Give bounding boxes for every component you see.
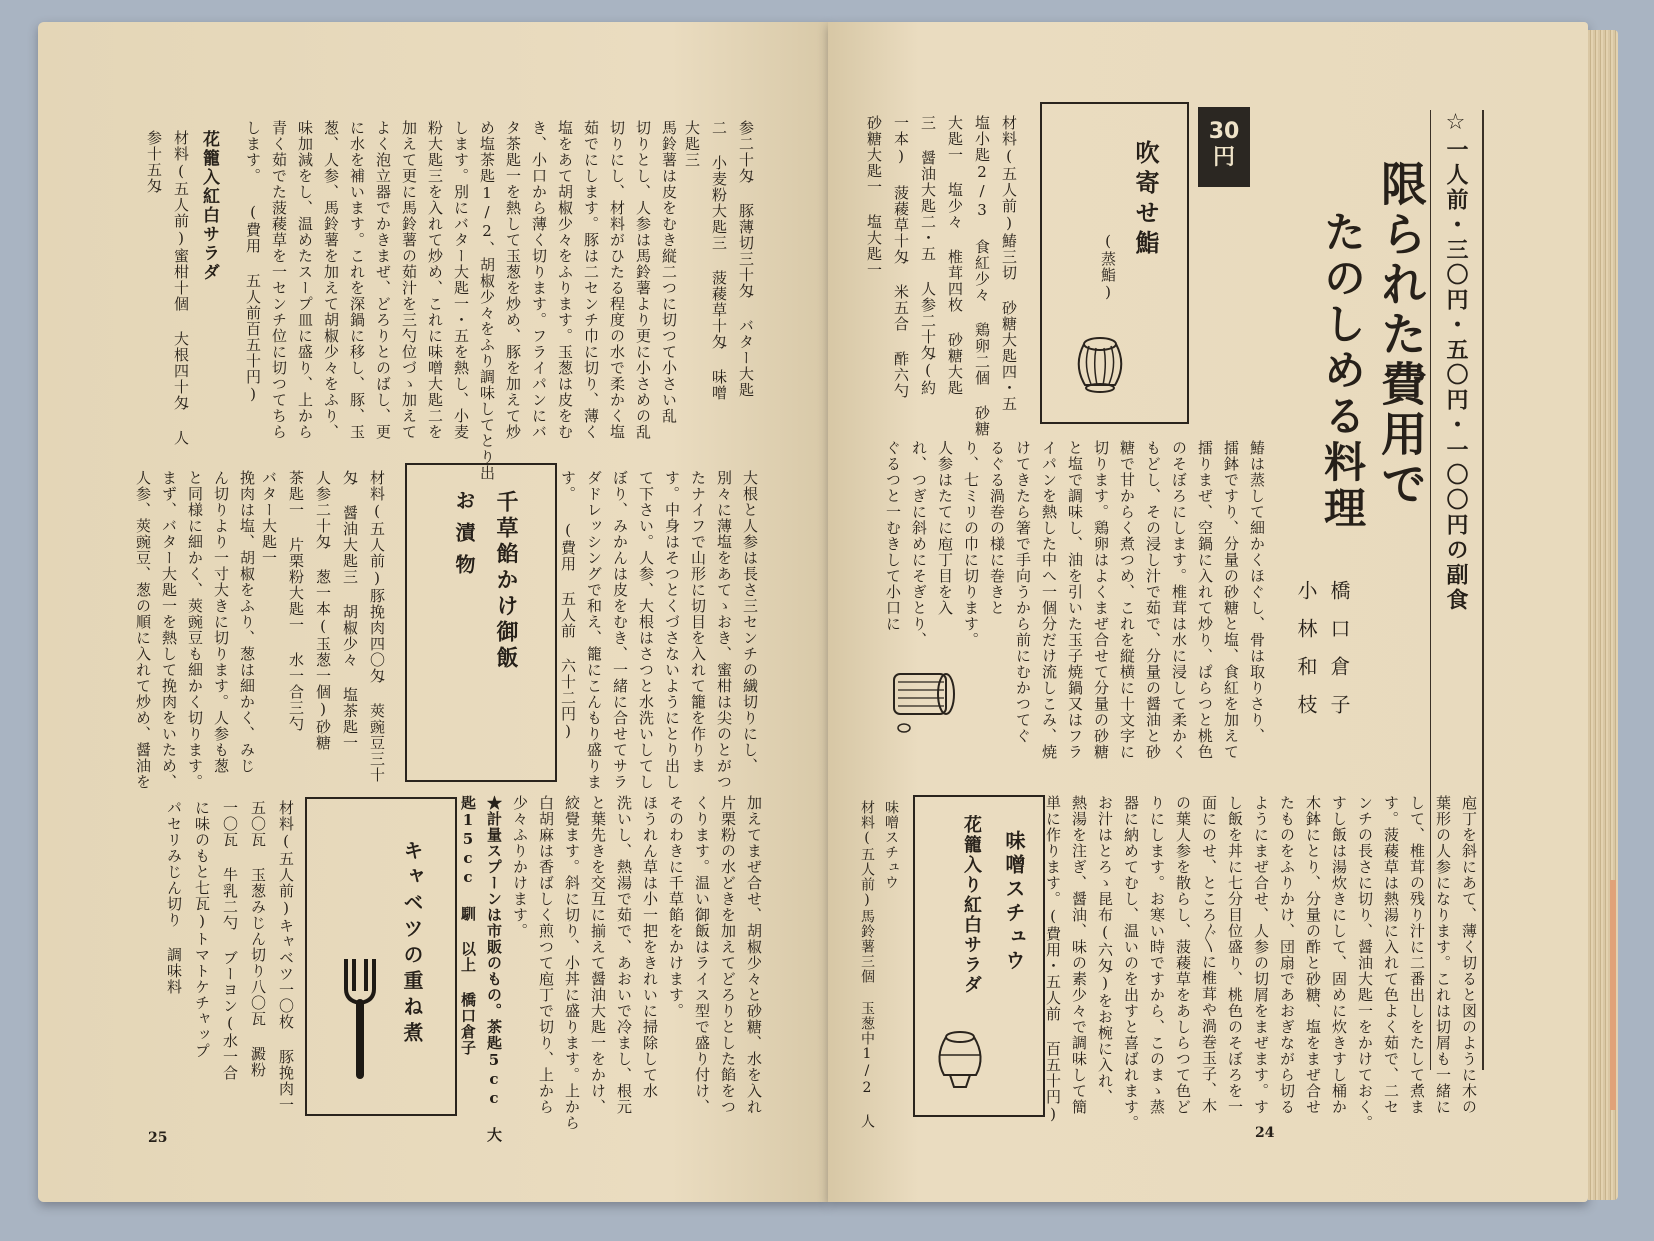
ingredient-line: パセリみじん切り 調味料 (165, 800, 183, 995)
text-line: して、椎茸の残り汁に二番出しをたして煮ま (1408, 795, 1426, 1115)
ingredient-line: 二 小麦粉大匙三 菠薐草十匁 味噌 (710, 120, 728, 401)
text-line: 面にのせ、ところ〴〵に椎茸や渦巻玉子、木 (1200, 795, 1218, 1114)
text-line: 粉大匙三を入れて炒め、これに味噌大匙二を (426, 120, 444, 440)
text-line: 切りにし、材料がひたる程度の水で柔かく塩 (608, 120, 626, 440)
text-line: 加えてまぜ合せ、胡椒少々と砂糖、水を入れ (745, 795, 763, 1115)
text-line: 片栗粉の水どきを加えてどろりとした餡をつ (719, 795, 737, 1115)
text-line: て下さい。人参、大根はさつと水洗いしてし (637, 470, 655, 790)
salad-method (555, 470, 763, 790)
text-line: タ茶匙一を熱して玉葱を炒め、豚を加えて炒 (504, 120, 522, 440)
ingredient-line: 人参二十匁 葱一本(玉葱一個)砂糖 (314, 470, 332, 751)
ingredient-line: 三 醤油大匙二・五 人参二十匁(約 (919, 115, 937, 396)
dish1-ingredients (860, 115, 1022, 437)
text-line: 器に納めてむし、温いのを出すと喜ばれます。 (1122, 795, 1140, 1131)
text-line: 庖丁を斜にあて、薄く切ると図のように木の (1460, 795, 1478, 1115)
dish4-ingredients (160, 800, 300, 1113)
dish3-ingredients (255, 470, 390, 783)
egg-roll-icon (888, 660, 968, 740)
text-line: ぐるつと一むきして小口に (884, 440, 902, 632)
text-line: たものをふりかけ、団扇であおぎながら切る (1278, 795, 1296, 1115)
ingredient-line: 塩小匙2/3 食紅少々 鶏卵二個 砂糖 (973, 115, 991, 437)
text-line: 糖で甘からく煮つめ、これを縦横に十文字に (1118, 440, 1136, 760)
ingredient-line: 材料(五人前)鰆三切 砂糖大匙四・五 (1000, 115, 1018, 412)
dish1-method-2 (1040, 795, 1482, 1131)
stew-method (240, 120, 682, 481)
fork-icon (340, 955, 380, 1085)
text-line: ダドレッシングで和え、籠にこんもり盛りま (585, 470, 603, 790)
text-line: ようにまぜ合せ、人参の切屑をまぜます。す (1252, 795, 1270, 1115)
text-line: 茹でにします。豚は二センチ巾に切り、薄く (582, 120, 600, 440)
dish2-title-1: 味噌スチュウ (1002, 830, 1026, 974)
dish4-title: キャベツの重ね煮 (400, 840, 424, 1048)
text-line: す。 (費用 五人前 六十二円) (559, 470, 577, 741)
dish3-title-1: 千草餡かけ御飯 (493, 490, 518, 672)
ingredient-line: 五〇瓦 玉葱みじん切り八〇瓦 澱粉 (249, 800, 267, 1078)
text-line: す。菠薐草は熱湯に入れて色よく茹で、二セ (1382, 795, 1400, 1115)
text-line: 大根と人参は長さ三センチの繊切りにし、 (741, 470, 759, 774)
text-line: 青く茹でた菠薐草を一センチ位に切つてちら (270, 120, 288, 440)
text-line: るぐる渦巻の様に巻きと (988, 440, 1006, 616)
salad-ingredients (140, 130, 194, 446)
text-line: 切ります。鶏卵はよくまぜ合せて分量の砂糖 (1092, 440, 1110, 760)
text-line: 擂鉢ですり、分量の砂糖と塩、食紅を加えて (1222, 440, 1240, 760)
series-title: ☆一人前・三〇円・五〇円・一〇〇円の副食 (1443, 110, 1468, 613)
text-line: そのわきに千草餡をかけます。 (667, 795, 685, 1019)
dish3-title-box (405, 463, 557, 782)
dish3-method (130, 470, 260, 790)
page-number-right: 24 (1255, 1125, 1275, 1141)
text-line: 絞覺ます。斜に切り、小丼に盛ります。上から (563, 795, 581, 1131)
text-line: 馬鈴薯は皮をむき縦二つに切つて小さい乱 (660, 120, 678, 424)
main-title-2: たのしめる料理 (1318, 210, 1367, 532)
ingredient-line: 一〇瓦 牛乳二勺 ブーヨン(水一合 (221, 800, 239, 1081)
ingredient-line: 一本) 菠薐草十匁 米五合 酢六勺 (892, 115, 910, 399)
text-line: 塩をあて胡椒少々をふります。玉葱は皮をむ (556, 120, 574, 440)
text-line: ほうれん草は小一把をきれいに掃除して水 (641, 795, 659, 1099)
text-line: 葉形の人参になります。これは切屑も一緒に (1434, 795, 1452, 1115)
text-line: くります。温い御飯はライス型で盛り付け、 (693, 795, 711, 1115)
text-line: 葱、人参、馬鈴薯を加えて胡椒少々をふり、 (322, 120, 340, 440)
price-badge: 30円 (1198, 107, 1250, 187)
text-line bold: 匙15cc 馴 以上 橋口倉子 (459, 795, 477, 1056)
text-line: と塩で調味し、油を引いた玉子焼鍋又はフラ (1066, 440, 1084, 760)
page-edges (1588, 30, 1618, 1200)
text-line: します。別にバター大匙一・五を熱し、小麦 (452, 120, 470, 440)
author-1: 橋口倉子 (1327, 580, 1351, 732)
dish2-ingredients (855, 800, 903, 1129)
ingredient-line: 大匙一 塩少々 椎茸四枚 砂糖大匙 (946, 115, 964, 396)
text-line: し飯を丼に七分目位盛り、桃色のそぼろを一 (1226, 795, 1244, 1115)
text-line: まず、バター大匙一を熱して挽肉をいため、 (160, 470, 178, 790)
dish3-method-2 (455, 795, 767, 1143)
ingredient-line: 材料(五人前)キャベツ一〇枚 豚挽肉一 (277, 800, 295, 1113)
ingredient-line: 材料(五人前)蜜柑十個 大根四十匁 人 (172, 130, 190, 446)
page-number-left: 25 (148, 1130, 168, 1146)
text-line: します。 (費用 五人前百五十円) (244, 120, 262, 404)
flower-basket-icon (930, 1025, 990, 1095)
text-line: 挽肉は塩、胡椒をふり、葱は細かく、みじ (238, 470, 256, 774)
text-line: お汁はとろゝ昆布(六匁)をお椀に入れ、 (1096, 795, 1114, 1105)
text-line: たナイフで山形に切目を入れて籠を作りま (689, 470, 707, 774)
text-line: す。中身はそつとくづさないようにとり出し (663, 470, 681, 790)
text-line: に水を補います。これを深鍋に移し、豚、玉 (348, 120, 366, 440)
dish3-title-2: お漬物 (452, 490, 476, 586)
ingredient-line: 材料(五人前)豚挽肉四〇匁 莢豌豆三十 (368, 470, 386, 783)
text-line: 人参、莢豌豆、葱の順に入れて炒め、醤油を (134, 470, 152, 790)
stew-ingredients (678, 120, 759, 401)
text-line: 味加減をし、温めたスープ皿に盛り、上から (296, 120, 314, 440)
text-line: 熱湯を注ぎ、醤油、味の素少々で調味して簡 (1070, 795, 1088, 1115)
text-line: め塩茶匙1/2、胡椒少々をふり調味してとり出 (478, 120, 496, 481)
ingredient-line: 砂糖大匙一 塩大匙一 (865, 115, 883, 278)
text-line: れ、つぎに斜めにそぎとり、 (910, 440, 928, 648)
ingredient-line: 参十五匁 (145, 130, 163, 194)
text-line: ん切りより一寸大きに切ります。人参も葱 (212, 470, 230, 774)
dish1-title: 吹寄せ鮨 (1131, 140, 1159, 260)
text-line: り、七ミリの巾に切ります。 (962, 440, 980, 648)
text-line: の葉人参を散らし、菠薐草をあしらつて色ど (1174, 795, 1192, 1115)
series-rule (1482, 110, 1484, 1070)
dish4-title-box (305, 797, 457, 1116)
text-line: 単に作ります。(費用・五人前 百五十円) (1044, 795, 1062, 1124)
text-line: と葉先きを交互に揃えて醤油大匙一をかけ、 (589, 795, 607, 1115)
text-line: よく泡立器でかきまぜ、どろりとのばし、更 (374, 120, 392, 440)
text-line: 鰆は蒸して細かくほぐし、骨は取りさり、 (1248, 440, 1266, 744)
ingredient-line: バター大匙一 (260, 470, 278, 566)
salad-title: 花籠入紅白サラダ (199, 130, 219, 282)
ingredient-line: 大匙三 (683, 120, 701, 168)
text-line: 白胡麻は香ばしく煎つて庖丁で切り、上から (537, 795, 555, 1115)
text-line: 木鉢にとり、分量の酢と砂糖、塩をまぜ合せ (1304, 795, 1322, 1115)
text-line: イパンを熱した中へ一個分だけ流しこみ、焼 (1040, 440, 1058, 760)
text-line: と同様に細かく、莢豌豆も細かく切ります。 (186, 470, 204, 790)
text-line: き、小口から薄く切ります。フライパンにバ (530, 120, 548, 440)
ingredient-line: 匁 醤油大匙三 胡椒少々 塩茶匙一 (341, 470, 359, 751)
text-line: 洗いし、熱湯で茹で、あおいで冷まし、根元 (615, 795, 633, 1115)
main-title-1: 限られた費用で (1374, 160, 1428, 510)
ingredient-line: 味噌スチュウ (883, 800, 899, 890)
text-line: りにします。お寒い時ですから、このまゝ蒸 (1148, 795, 1166, 1115)
ingredient-line: 参二十匁 豚薄切三十匁 バター大匙 (737, 120, 755, 398)
text-line: 少々ふりかけます。 (511, 795, 529, 939)
text-line: 加えて更に馬鈴薯の茹汁を三勺位づゝ加えて (400, 120, 418, 440)
text-line: 擂りまぜ、空鍋に入れて炒り、ぱらつと桃色 (1196, 440, 1214, 760)
text-line bold: ★計量スプーンは市販のもの。茶匙5cc 大 (485, 795, 503, 1143)
sushi-bowl-icon (1065, 330, 1135, 400)
text-line: もどし、その浸し汁で茹で、分量の醤油と砂 (1144, 440, 1162, 760)
text-line: ぼり、みかんは皮をむき、一緒に合せてサラ (611, 470, 629, 790)
dish2-title-2: 花籠入り紅白サラダ (961, 815, 982, 995)
dish1-subtitle: (蒸鮨) (1099, 232, 1117, 302)
text-line: ンチの長さに切り、醤油大匙一をかけておく。 (1356, 795, 1374, 1131)
author-2: 小林和枝 (1294, 580, 1318, 732)
text-line: 人参はたてに庖丁目を入 (936, 440, 954, 616)
text-line: けてきたら箸で手向うから前にむかつてぐ (1014, 440, 1032, 744)
ingredient-line: に味のもと七瓦)トマトケチャップ (193, 800, 211, 1059)
ingredient-line: 材料(五人前)馬鈴薯三個 玉葱中1/2 人 (859, 800, 875, 1129)
text-line: のそぼろにします。椎茸は水に浸して柔かく (1170, 440, 1188, 760)
ingredient-line: 茶匙一 片栗粉大匙一 水一合三勺 (287, 470, 305, 732)
text-line: すし飯は湯炊きにして、固めに炊きすし桶か (1330, 795, 1348, 1115)
text-line: 別々に薄塩をあてゝおき、蜜柑は尖のとがつ (715, 470, 733, 790)
text-line: 切りとし、人参は馬鈴薯より更に小さめの乱 (634, 120, 652, 440)
